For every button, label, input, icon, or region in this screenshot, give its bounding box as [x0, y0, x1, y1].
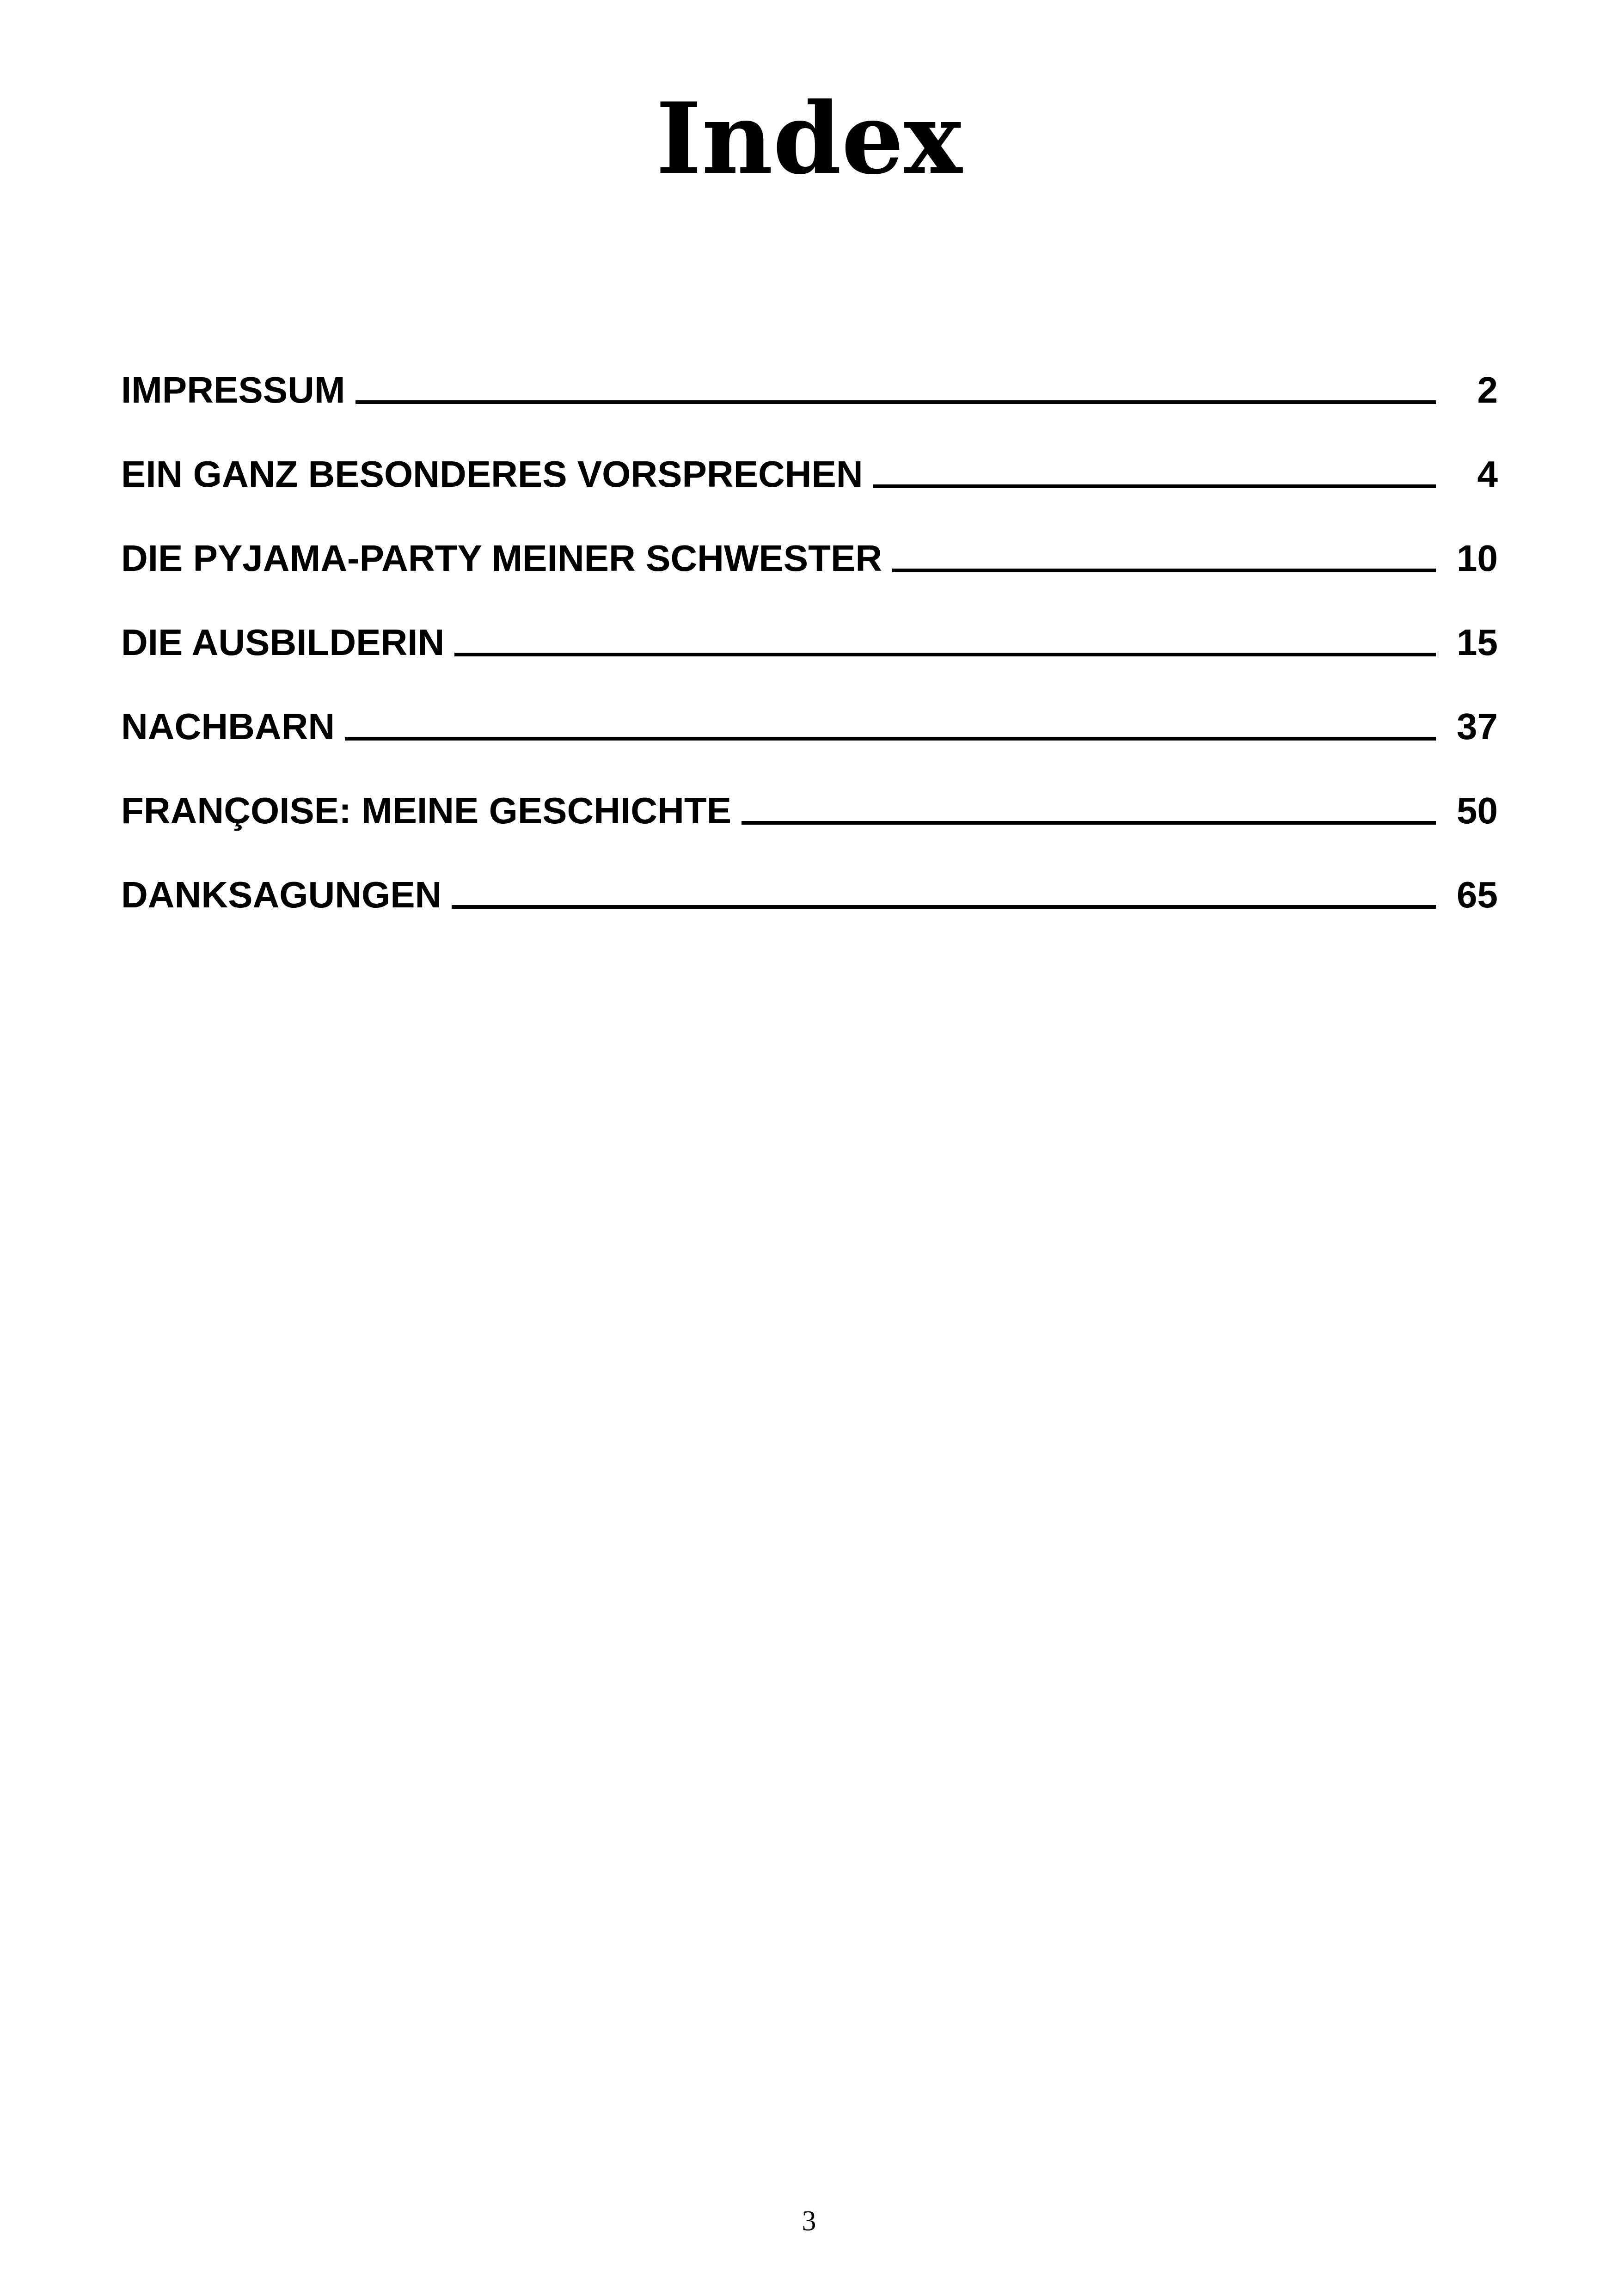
toc-leader-line [452, 905, 1436, 909]
toc-entry-page: 10 [1457, 538, 1498, 579]
toc-entry-title: DIE PYJAMA-PARTY MEINER SCHWESTER [121, 538, 883, 579]
toc-entry [121, 834, 1498, 918]
toc-entry [121, 329, 1498, 413]
toc-entry-title: DIE AUSBILDERIN [121, 622, 445, 663]
toc-leader-line [892, 569, 1436, 572]
toc-entry-page: 37 [1457, 706, 1498, 747]
toc-entry-title: NACHBARN [121, 706, 335, 747]
toc-leader-line [355, 400, 1436, 404]
toc-leader-line [345, 737, 1436, 741]
toc-entry [121, 582, 1498, 666]
toc-leader-line [454, 653, 1436, 656]
toc-entry-title: DANKSAGUNGEN [121, 874, 442, 915]
toc-entry-page: 2 [1477, 369, 1498, 410]
toc-entry [121, 497, 1498, 582]
toc-entry [121, 666, 1498, 750]
page-number: 3 [802, 2205, 816, 2237]
toc-entry-page: 15 [1457, 622, 1498, 663]
toc-entry-page: 65 [1457, 874, 1498, 915]
toc-entry-title: EIN GANZ BESONDERES VORSPRECHEN [121, 453, 863, 495]
toc-entry-title: IMPRESSUM [121, 369, 345, 410]
toc-entry-page: 4 [1477, 453, 1498, 495]
toc-leader-line [873, 484, 1436, 488]
page-title: Index [656, 81, 962, 196]
toc-entry-title: FRANÇOISE: MEINE GESCHICHTE [121, 790, 732, 831]
toc-entry [121, 750, 1498, 834]
table-of-contents [121, 329, 1498, 918]
toc-entry [121, 413, 1498, 497]
toc-leader-line [742, 821, 1436, 825]
toc-entry-page: 50 [1457, 790, 1498, 831]
